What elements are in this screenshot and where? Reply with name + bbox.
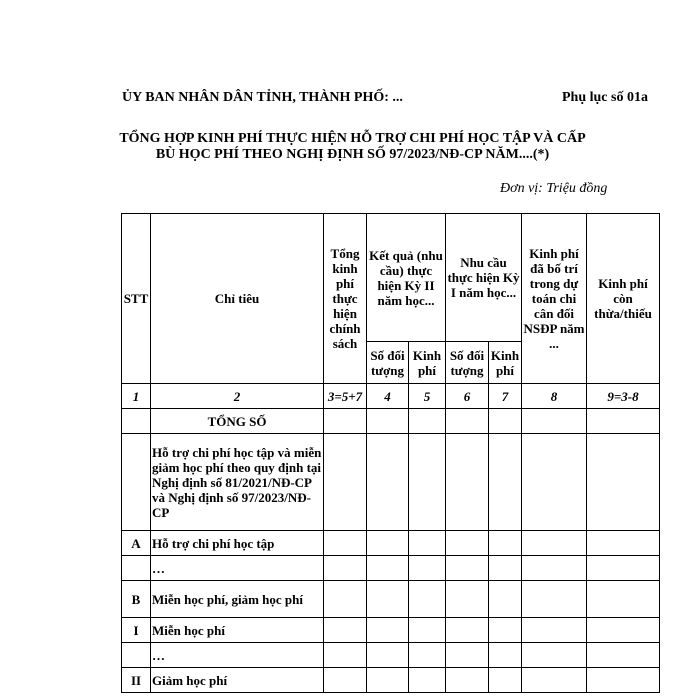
header-tong-kinh-phi: Tổng kinh phí thực hiện chính sách <box>324 214 367 384</box>
header-chi-tieu: Chỉ tiêu <box>151 214 324 384</box>
col-number: 8 <box>522 384 587 409</box>
header-con-thua: Kinh phí còn thừa/thiếu <box>587 214 660 384</box>
col-number: 9=3-8 <box>587 384 660 409</box>
table-row <box>122 643 660 668</box>
unit-label: Đơn vị: Triệu đồng <box>500 181 608 196</box>
row-label: Giảm học phí <box>151 668 324 693</box>
document-title: TỔNG HỢP KINH PHÍ THỰC HIỆN HỖ TRỢ CHI PHÍ HỌC TẬP VÀ CẤP BÙ HỌC PHÍ THEO NGHỊ ĐỊNH SỐ 97/2023/NĐ-CP NĂM....(*) <box>119 131 586 162</box>
table-row <box>122 581 660 618</box>
header-ket-qua: Kết quả (nhu cầu) thực hiện Kỳ II năm học... <box>367 214 446 342</box>
header-da-bo-tri: Kinh phí đã bố trí trong dự toán chi cân đối NSĐP năm ... <box>522 214 587 384</box>
row-code: B <box>122 581 151 618</box>
table-row-total <box>122 409 660 434</box>
row-label: … <box>151 643 324 668</box>
col-number: 7 <box>489 384 522 409</box>
row-label: Miễn học phí, giảm học phí <box>151 581 324 618</box>
col-number: 1 <box>122 384 151 409</box>
row-label: Hỗ trợ chi phí học tập và miễn giảm học phí theo quy định tại Nghị định số 81/2021/NĐ-CP và Nghị định số 97/2023/NĐ-CP <box>151 434 324 531</box>
row-code <box>122 434 151 531</box>
header-so-doi-tuong-1: Số đối tượng <box>367 342 409 384</box>
row-code <box>122 643 151 668</box>
header-so-doi-tuong-2: Số đối tượng <box>446 342 489 384</box>
table-row <box>122 668 660 693</box>
header-stt: STT <box>122 214 151 384</box>
col-number: 3=5+7 <box>324 384 367 409</box>
table-row <box>122 556 660 581</box>
col-number: 2 <box>151 384 324 409</box>
table-row <box>122 618 660 643</box>
funding-table <box>121 213 660 693</box>
column-number-row <box>122 384 660 409</box>
header-nhu-cau: Nhu cầu thực hiện Kỳ I năm học... <box>446 214 522 342</box>
agency-name: ỦY BAN NHÂN DÂN TỈNH, THÀNH PHỐ: ... <box>122 90 403 105</box>
annex-number: Phụ lục số 01a <box>562 90 648 105</box>
table-row <box>122 531 660 556</box>
row-label: … <box>151 556 324 581</box>
row-label: Miễn học phí <box>151 618 324 643</box>
row-code: I <box>122 618 151 643</box>
row-code: A <box>122 531 151 556</box>
row-code <box>122 409 151 434</box>
row-label: TỔNG SỐ <box>151 409 324 434</box>
header-kinh-phi-2: Kinh phí <box>489 342 522 384</box>
col-number: 6 <box>446 384 489 409</box>
header-kinh-phi-1: Kinh phí <box>409 342 446 384</box>
row-code: II <box>122 668 151 693</box>
row-label: Hỗ trợ chi phí học tập <box>151 531 324 556</box>
table-row <box>122 434 660 531</box>
row-code <box>122 556 151 581</box>
col-number: 5 <box>409 384 446 409</box>
col-number: 4 <box>367 384 409 409</box>
